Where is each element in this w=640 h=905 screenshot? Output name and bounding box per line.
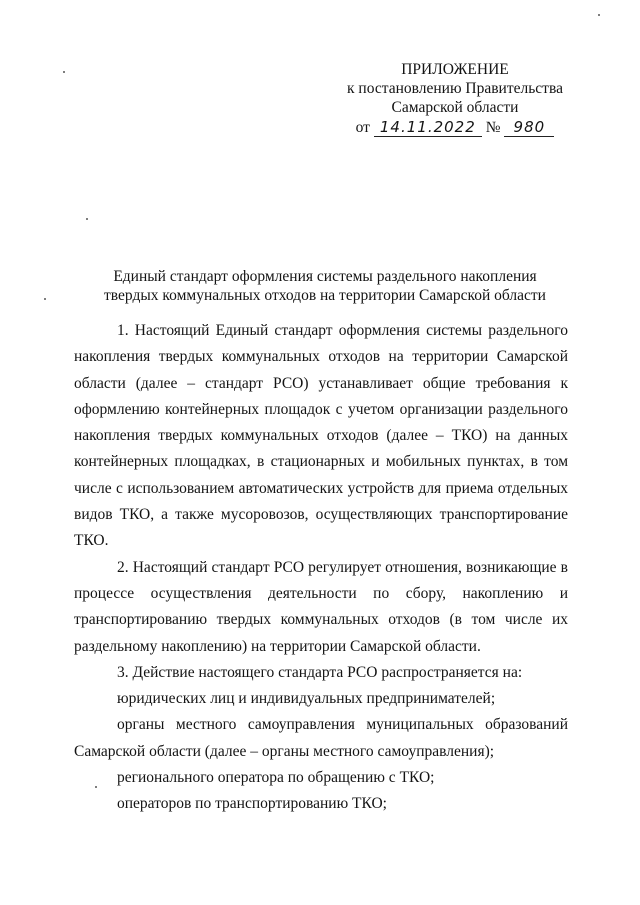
appendix-line-resolution: к постановлению Правительства xyxy=(347,80,563,97)
document-title xyxy=(80,267,570,305)
scan-speck xyxy=(86,218,88,220)
document-body xyxy=(74,318,568,818)
document-title-line-1: Единый стандарт оформления системы раздельного накопления xyxy=(113,268,537,285)
paragraph-1: 1. Настоящий Единый стандарт оформления системы раздельного накопления твердых коммунальных отходов на территории Самарской области (далее – стандарт РСО) устанавливает общие требования к оформлению контейнерных площадок с учетом организации раздельного накопления твердых коммунальных отходов (далее – ТКО) на данных контейнерных площадках, в стационарных и мобильных пунктах, в том числе с использованием автоматических устройств для приема отдельных видов ТКО, а также мусоровозов, осуществляющих транспортирование ТКО. xyxy=(74,322,568,550)
number-sign: № xyxy=(485,119,501,136)
appendix-header xyxy=(330,60,580,137)
appendix-date-line xyxy=(330,118,580,137)
appendix-line-region: Самарской области xyxy=(391,99,519,116)
handwritten-date: 14.11.2022 xyxy=(374,119,482,137)
list-item-local-authorities: органы местного самоуправления муниципальных образований Самарской области (далее – органы местного самоуправления); xyxy=(74,716,568,760)
scan-speck xyxy=(598,14,600,16)
scan-speck xyxy=(44,298,46,300)
scan-speck xyxy=(63,71,65,73)
handwritten-number: 980 xyxy=(504,119,554,137)
paragraph-2: 2. Настоящий стандарт РСО регулирует отношения, возникающие в процессе осуществления деятельности по сбору, накоплению и транспортированию твердых коммунальных отходов (в том числе их раздельному накоплению) на территории Самарской области. xyxy=(74,558,568,655)
document-title-line-2: твердых коммунальных отходов на территории Самарской области xyxy=(104,287,546,304)
date-prefix: от xyxy=(355,119,370,136)
list-item-transport-operators: операторов по транспортированию ТКО; xyxy=(117,795,387,813)
scan-speck xyxy=(95,786,97,788)
appendix-title: ПРИЛОЖЕНИЕ xyxy=(401,61,509,78)
list-item-regional-operator: регионального оператора по обращению с ТКО; xyxy=(117,769,435,787)
list-item-legal-entities: юридических лиц и индивидуальных предпринимателей; xyxy=(117,690,496,708)
paragraph-3: 3. Действие настоящего стандарта РСО распространяется на: xyxy=(117,663,523,681)
